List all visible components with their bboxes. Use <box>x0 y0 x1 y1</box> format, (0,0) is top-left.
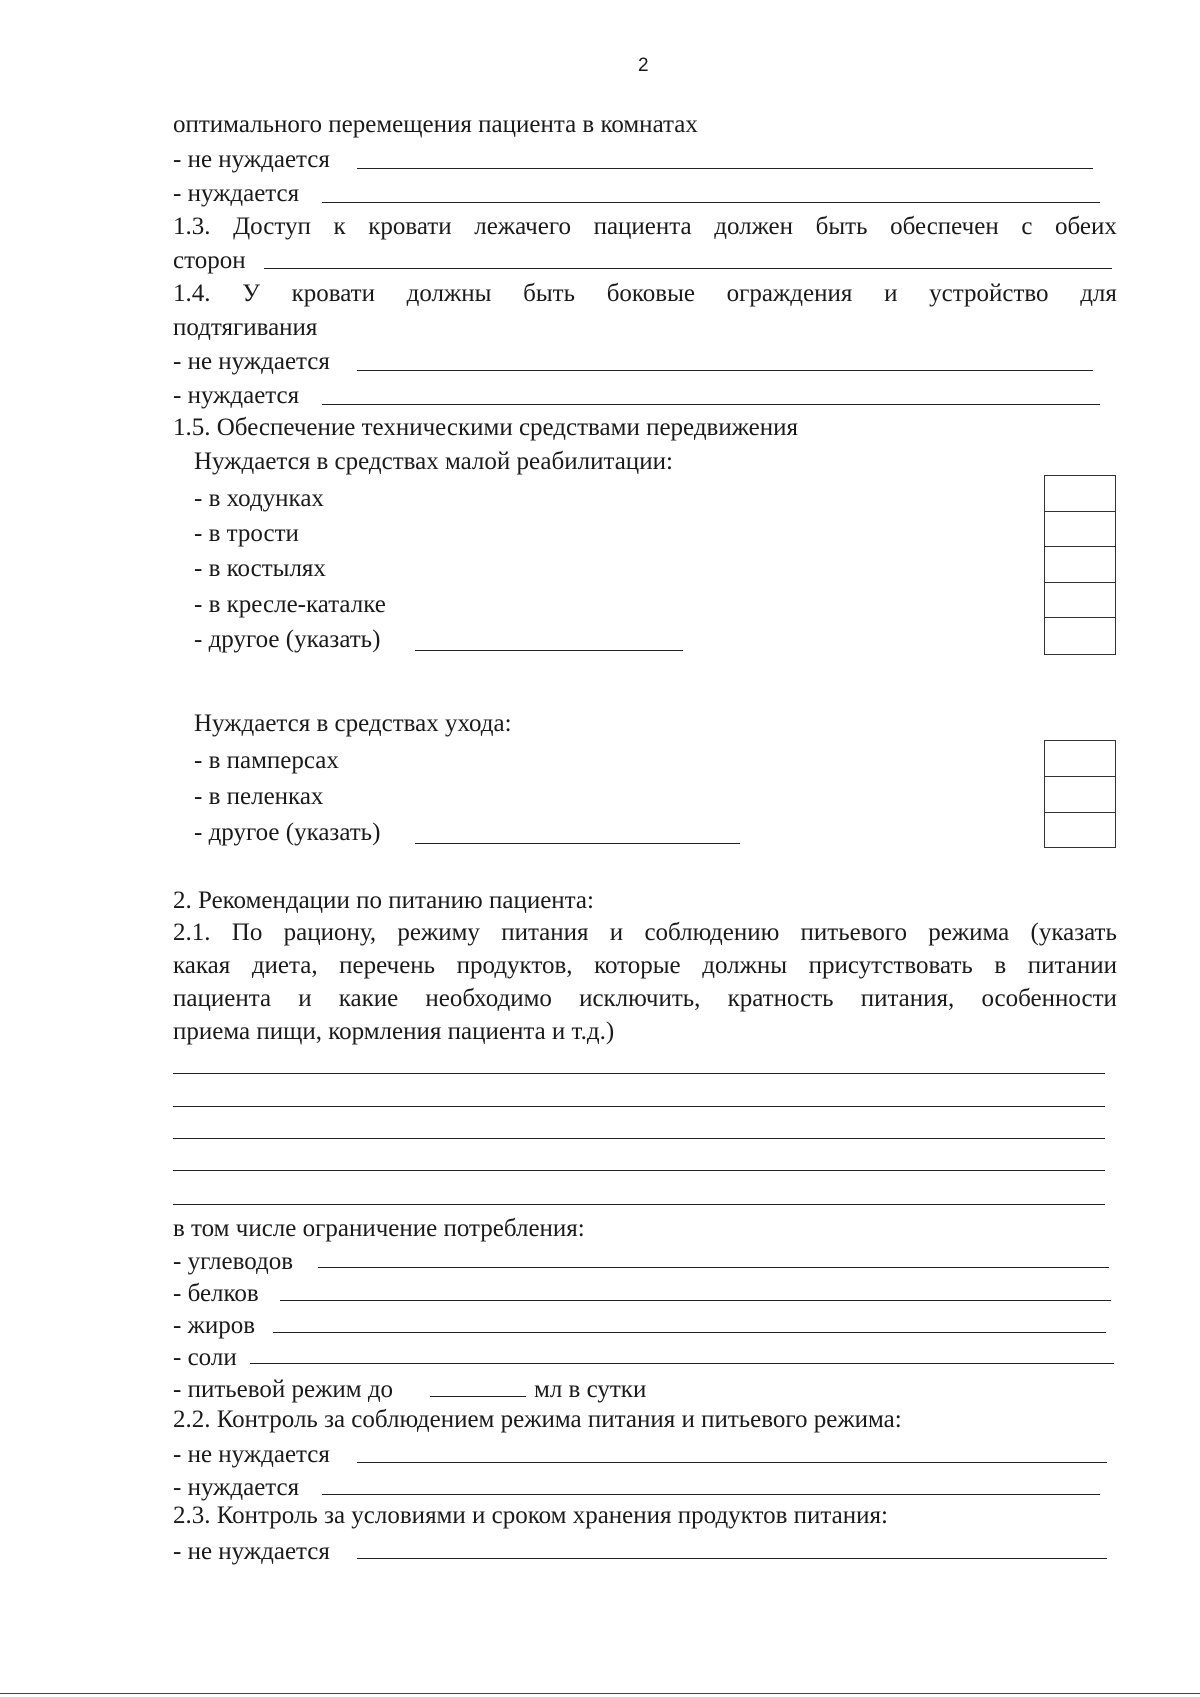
page-number: 2 <box>638 55 649 76</box>
word: 1.4. <box>173 280 211 307</box>
word: и <box>884 280 898 307</box>
word: (указать <box>1030 919 1117 946</box>
checkbox-underpads[interactable] <box>1045 777 1115 813</box>
item-2-3-title: 2.3. Контроль за условиями и сроком хранения продуктов питания: <box>173 1502 888 1529</box>
word: режиму <box>397 919 480 946</box>
restriction-salt-field[interactable] <box>250 1363 1114 1364</box>
word: с <box>1021 213 1033 240</box>
word: должны <box>406 280 492 307</box>
item-2-2-needed-label: - нуждается <box>173 1474 300 1501</box>
word: присутствовать <box>808 952 973 979</box>
item-1-3-text <box>173 214 1117 239</box>
item-1-4-end: подтягивания <box>173 314 318 341</box>
item-2-2-needed-field[interactable] <box>322 1494 1100 1495</box>
restriction-fats-label: - жиров <box>173 1312 256 1339</box>
item-2-2-title: 2.2. Контроль за соблюдением режима питания и питьевого режима: <box>173 1406 902 1433</box>
checkbox-crutches[interactable] <box>1045 547 1115 583</box>
restriction-title: в том числе ограничение потребления: <box>173 1215 585 1242</box>
checkbox-walker[interactable] <box>1045 476 1115 512</box>
word: У <box>242 280 260 307</box>
care-other-field[interactable] <box>415 843 740 844</box>
word: какие <box>338 985 399 1012</box>
care-item-diapers: - в памперсах <box>194 747 339 774</box>
item-2-2-not-needed-label: - не нуждается <box>173 1441 330 1468</box>
word: которые <box>594 952 681 979</box>
option-not-needed-label: - не нуждается <box>173 146 330 173</box>
restriction-proteins-field[interactable] <box>280 1300 1111 1301</box>
word: питании <box>1027 952 1117 979</box>
diet-answer-line-3[interactable] <box>173 1138 1105 1139</box>
word: пациента <box>173 985 272 1012</box>
word: продуктов, <box>456 952 573 979</box>
word: питьевого <box>800 919 907 946</box>
word: особенности <box>981 985 1117 1012</box>
care-aids-title: Нуждается в средствах ухода: <box>194 710 512 737</box>
option-needed-field[interactable] <box>322 202 1100 203</box>
word: Доступ <box>233 213 311 240</box>
option-not-needed-field[interactable] <box>357 168 1093 169</box>
word: устройство <box>929 280 1049 307</box>
checkbox-diapers[interactable] <box>1045 741 1115 777</box>
page-bottom-edge <box>0 1693 1200 1694</box>
word: кратность <box>727 985 834 1012</box>
checkbox-care-other[interactable] <box>1045 813 1115 846</box>
word: для <box>1080 280 1117 307</box>
word: боковые <box>606 280 695 307</box>
mobility-item-walker: - в ходунках <box>194 485 324 512</box>
word: перечень <box>339 952 436 979</box>
word: должен <box>714 213 794 240</box>
care-checkbox-grid <box>1044 740 1116 848</box>
item-2-1-line-4: приема пищи, кормления пациента и т.д.) <box>173 1018 615 1045</box>
diet-answer-line-2[interactable] <box>173 1106 1105 1107</box>
word: питания, <box>860 985 955 1012</box>
item-1-3-field[interactable] <box>264 268 1112 269</box>
diet-answer-line-1[interactable] <box>173 1073 1105 1074</box>
mobility-item-other: - другое (указать) <box>194 626 381 653</box>
word: и <box>609 919 624 946</box>
word: обеих <box>1055 213 1117 240</box>
mobility-item-cane: - в трости <box>194 520 299 547</box>
checkbox-cane[interactable] <box>1045 512 1115 547</box>
word: к <box>333 213 346 240</box>
water-regime-prefix: - питьевой режим до <box>173 1376 394 1403</box>
word: исключить, <box>579 985 701 1012</box>
item-2-1-line-2 <box>173 953 1117 978</box>
item-1-4-needed-field[interactable] <box>322 404 1100 405</box>
item-2-1-line-1 <box>173 920 1117 945</box>
word: должны <box>702 952 788 979</box>
item-2-3-not-needed-label: - не нуждается <box>173 1538 330 1565</box>
option-needed-label: - нуждается <box>173 180 300 207</box>
item-1-4-needed-label: - нуждается <box>173 382 300 409</box>
word: диета, <box>251 952 318 979</box>
word: кровати <box>291 280 375 307</box>
word: быть <box>815 213 868 240</box>
section-2-title: 2. Рекомендации по питанию пациента: <box>173 887 594 914</box>
water-regime-suffix: мл в сутки <box>534 1376 647 1403</box>
word: 2.1. <box>173 919 211 946</box>
restriction-carbs-label: - углеводов <box>173 1248 294 1275</box>
water-regime-amount-field[interactable] <box>430 1396 526 1397</box>
restriction-salt-label: - соли <box>173 1344 237 1371</box>
continuation-text: оптимального перемещения пациента в комнатах <box>173 111 698 138</box>
item-2-1-line-3 <box>173 986 1117 1011</box>
word: быть <box>523 280 575 307</box>
item-2-3-not-needed-field[interactable] <box>357 1558 1107 1559</box>
mobility-item-wheelchair: - в кресле-каталке <box>194 591 386 618</box>
word: и <box>298 985 312 1012</box>
mobility-checkbox-grid <box>1044 475 1116 655</box>
word: обеспечен <box>890 213 999 240</box>
mobility-aids-title: Нуждается в средствах малой реабилитации: <box>194 448 673 475</box>
mobility-item-crutches: - в костылях <box>194 555 326 582</box>
restriction-carbs-field[interactable] <box>318 1267 1109 1268</box>
word: режима <box>928 919 1010 946</box>
word: пациента <box>593 213 692 240</box>
word: ограждения <box>726 280 853 307</box>
item-1-5-title: 1.5. Обеспечение техническими средствами передвижения <box>173 414 799 441</box>
restriction-proteins-label: - белков <box>173 1280 259 1307</box>
item-2-2-not-needed-field[interactable] <box>357 1462 1107 1463</box>
diet-answer-line-4[interactable] <box>173 1170 1105 1171</box>
checkbox-mobility-other[interactable] <box>1045 618 1115 653</box>
care-item-other: - другое (указать) <box>194 819 381 846</box>
word: 1.3. <box>173 213 211 240</box>
item-1-4-not-needed-label: - не нуждается <box>173 348 330 375</box>
word: питания <box>501 919 589 946</box>
mobility-other-field[interactable] <box>415 650 683 651</box>
restriction-fats-field[interactable] <box>273 1332 1106 1333</box>
word: какая <box>173 952 231 979</box>
word: кровати <box>368 213 452 240</box>
item-1-4-text <box>173 281 1117 306</box>
item-1-4-not-needed-field[interactable] <box>357 370 1093 371</box>
word: необходимо <box>425 985 552 1012</box>
checkbox-wheelchair[interactable] <box>1045 583 1115 618</box>
diet-answer-line-5[interactable] <box>173 1204 1105 1205</box>
word: лежачего <box>474 213 571 240</box>
item-1-3-end: сторон <box>173 247 246 274</box>
word: в <box>994 952 1007 979</box>
word: рациону, <box>283 919 377 946</box>
word: соблюдению <box>644 919 780 946</box>
care-item-underpads: - в пеленках <box>194 783 324 810</box>
word: По <box>231 919 263 946</box>
